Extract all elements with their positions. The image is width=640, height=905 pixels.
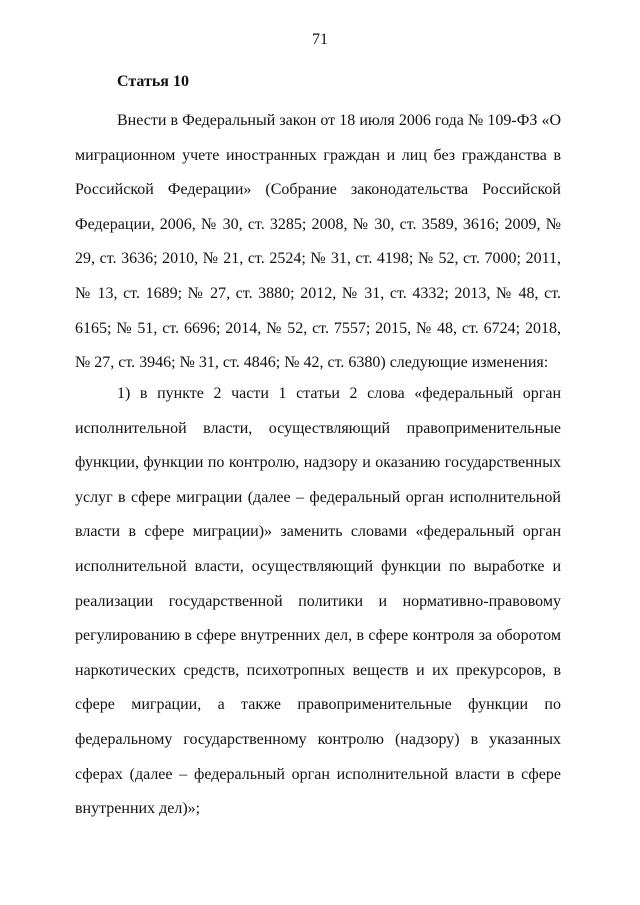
paragraph-item-1: 1) в пункте 2 части 1 статьи 2 слова «федеральный орган исполнительной власти, осуществляющий правоприменительные функции, функции по контролю, надзору и оказанию государственных услуг в сфере миграции (далее – федеральный орган исполнительной власти в сфере миграции)» заменить словами «федеральный орган исполнительной власти, осуществляющий функции по выработке и реализации государственной политики и нормативно-правовому регулированию в сфере внутренних дел, в сфере контроля за оборотом наркотических средств, психотропных веществ и их прекурсоров, в сфере миграции, а также правоприменительные функции по федеральному государственному контролю (надзору) в указанных сферах (далее – федеральный орган исполнительной власти в сфере внутренних дел)»;	[75, 385, 561, 818]
paragraph-intro: Внести в Федеральный закон от 18 июля 2006 года № 109-ФЗ «О миграционном учете иностранных граждан и лиц без гражданства в Российской Федерации» (Собрание законодательства Российской Федерации, 2006, № 30, ст. 3285; 2008, № 30, ст. 3589, 3616; 2009, № 29, ст. 3636; 2010, № 21, ст. 2524; № 31, ст. 4198; № 52, ст. 7000; 2011, № 13, ст. 1689; № 27, ст. 3880; 2012, № 31, ст. 4332; 2013, № 48, ст. 6165; № 51, ст. 6696; 2014, № 52, ст. 7557; 2015, № 48, ст. 6724; 2018, № 27, ст. 3946; № 31, ст. 4846; № 42, ст. 6380) следующие изменения:	[75, 112, 561, 372]
page-number: 71	[312, 31, 328, 48]
article-title: Статья 10	[117, 73, 189, 90]
